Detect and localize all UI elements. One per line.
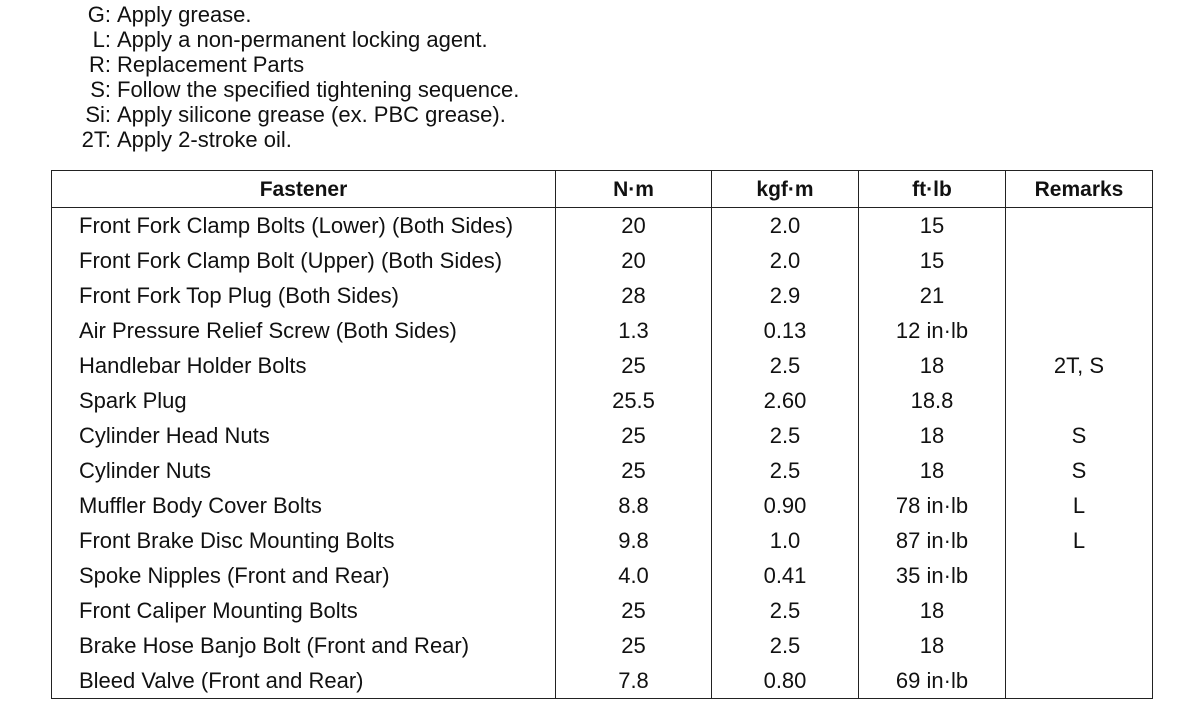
- cell-remarks: [1006, 383, 1153, 418]
- cell-ftlb: 21: [859, 278, 1006, 313]
- cell-kgfm: 2.9: [712, 278, 859, 313]
- legend-item: [0, 2, 700, 27]
- legend-code: R:: [89, 52, 111, 77]
- cell-nm: 1.3: [556, 313, 712, 348]
- cell-remarks: S: [1006, 453, 1153, 488]
- table-row: [52, 453, 1153, 488]
- cell-nm: 7.8: [556, 663, 712, 699]
- cell-kgfm: 1.0: [712, 523, 859, 558]
- cell-kgfm: 2.5: [712, 348, 859, 383]
- column-header-nm: N·m: [556, 171, 712, 208]
- cell-ftlb: 87 in·lb: [859, 523, 1006, 558]
- legend-description: Apply silicone grease (ex. PBC grease).: [117, 102, 506, 127]
- cell-kgfm: 2.60: [712, 383, 859, 418]
- legend-item: [0, 77, 700, 102]
- table-row: [52, 278, 1153, 313]
- cell-remarks: [1006, 208, 1153, 244]
- cell-ftlb: 18.8: [859, 383, 1006, 418]
- legend-item: [0, 27, 700, 52]
- cell-remarks: [1006, 663, 1153, 699]
- cell-remarks: S: [1006, 418, 1153, 453]
- legend-item: [0, 52, 700, 77]
- cell-ftlb: 69 in·lb: [859, 663, 1006, 699]
- cell-kgfm: 2.5: [712, 418, 859, 453]
- cell-remarks: [1006, 628, 1153, 663]
- cell-ftlb: 18: [859, 348, 1006, 383]
- table-row: [52, 663, 1153, 699]
- cell-fastener: Spoke Nipples (Front and Rear): [52, 558, 556, 593]
- legend-code: G:: [87, 2, 111, 27]
- cell-remarks: L: [1006, 488, 1153, 523]
- cell-nm: 9.8: [556, 523, 712, 558]
- cell-ftlb: 12 in·lb: [859, 313, 1006, 348]
- legend-description: Apply 2-stroke oil.: [117, 127, 292, 152]
- cell-kgfm: 0.90: [712, 488, 859, 523]
- cell-fastener: Cylinder Head Nuts: [52, 418, 556, 453]
- cell-remarks: [1006, 243, 1153, 278]
- legend-code: S:: [90, 77, 111, 102]
- cell-remarks: [1006, 278, 1153, 313]
- legend-description: Apply a non-permanent locking agent.: [117, 27, 488, 52]
- cell-remarks: [1006, 593, 1153, 628]
- table-row: [52, 208, 1153, 244]
- legend-description: Apply grease.: [117, 2, 252, 27]
- cell-remarks: [1006, 313, 1153, 348]
- cell-ftlb: 18: [859, 453, 1006, 488]
- cell-kgfm: 0.80: [712, 663, 859, 699]
- table-row: [52, 523, 1153, 558]
- table-row: [52, 418, 1153, 453]
- table-row: [52, 313, 1153, 348]
- legend-code: Si:: [85, 102, 111, 127]
- cell-fastener: Muffler Body Cover Bolts: [52, 488, 556, 523]
- legend-description: Follow the specified tightening sequence.: [117, 77, 520, 102]
- cell-fastener: Front Fork Top Plug (Both Sides): [52, 278, 556, 313]
- cell-fastener: Front Fork Clamp Bolts (Lower) (Both Sides): [52, 208, 556, 244]
- cell-nm: 25: [556, 593, 712, 628]
- table-row: [52, 628, 1153, 663]
- legend-item: [0, 102, 700, 127]
- cell-fastener: Brake Hose Banjo Bolt (Front and Rear): [52, 628, 556, 663]
- cell-nm: 25: [556, 453, 712, 488]
- cell-ftlb: 35 in·lb: [859, 558, 1006, 593]
- cell-fastener: Front Brake Disc Mounting Bolts: [52, 523, 556, 558]
- table-row: [52, 348, 1153, 383]
- table-row: [52, 488, 1153, 523]
- cell-nm: 8.8: [556, 488, 712, 523]
- cell-nm: 20: [556, 243, 712, 278]
- cell-nm: 25: [556, 348, 712, 383]
- table-row: [52, 558, 1153, 593]
- cell-ftlb: 15: [859, 243, 1006, 278]
- table-row: [52, 383, 1153, 418]
- table-row: [52, 243, 1153, 278]
- table-row: [52, 593, 1153, 628]
- column-header-ftlb: ft·lb: [859, 171, 1006, 208]
- cell-fastener: Front Fork Clamp Bolt (Upper) (Both Sides): [52, 243, 556, 278]
- cell-ftlb: 18: [859, 628, 1006, 663]
- cell-kgfm: 0.13: [712, 313, 859, 348]
- cell-nm: 20: [556, 208, 712, 244]
- cell-fastener: Front Caliper Mounting Bolts: [52, 593, 556, 628]
- cell-kgfm: 2.0: [712, 243, 859, 278]
- legend-code: L:: [92, 27, 111, 52]
- cell-nm: 4.0: [556, 558, 712, 593]
- cell-ftlb: 18: [859, 418, 1006, 453]
- cell-ftlb: 15: [859, 208, 1006, 244]
- cell-fastener: Cylinder Nuts: [52, 453, 556, 488]
- torque-specification-table: [51, 170, 1153, 699]
- cell-remarks: [1006, 558, 1153, 593]
- cell-nm: 28: [556, 278, 712, 313]
- cell-fastener: Handlebar Holder Bolts: [52, 348, 556, 383]
- cell-fastener: Bleed Valve (Front and Rear): [52, 663, 556, 699]
- cell-nm: 25.5: [556, 383, 712, 418]
- column-header-remarks: Remarks: [1006, 171, 1153, 208]
- legend-code: 2T:: [81, 127, 111, 152]
- column-header-kgfm: kgf·m: [712, 171, 859, 208]
- cell-kgfm: 2.0: [712, 208, 859, 244]
- cell-fastener: Air Pressure Relief Screw (Both Sides): [52, 313, 556, 348]
- cell-fastener: Spark Plug: [52, 383, 556, 418]
- cell-nm: 25: [556, 418, 712, 453]
- cell-kgfm: 2.5: [712, 453, 859, 488]
- legend-item: [0, 127, 700, 152]
- cell-kgfm: 0.41: [712, 558, 859, 593]
- abbreviation-legend: [0, 2, 700, 152]
- cell-kgfm: 2.5: [712, 628, 859, 663]
- legend-description: Replacement Parts: [117, 52, 305, 77]
- cell-ftlb: 78 in·lb: [859, 488, 1006, 523]
- cell-remarks: L: [1006, 523, 1153, 558]
- cell-nm: 25: [556, 628, 712, 663]
- cell-kgfm: 2.5: [712, 593, 859, 628]
- table-header-row: [52, 171, 1153, 208]
- cell-ftlb: 18: [859, 593, 1006, 628]
- column-header-fastener: Fastener: [52, 171, 556, 208]
- cell-remarks: 2T, S: [1006, 348, 1153, 383]
